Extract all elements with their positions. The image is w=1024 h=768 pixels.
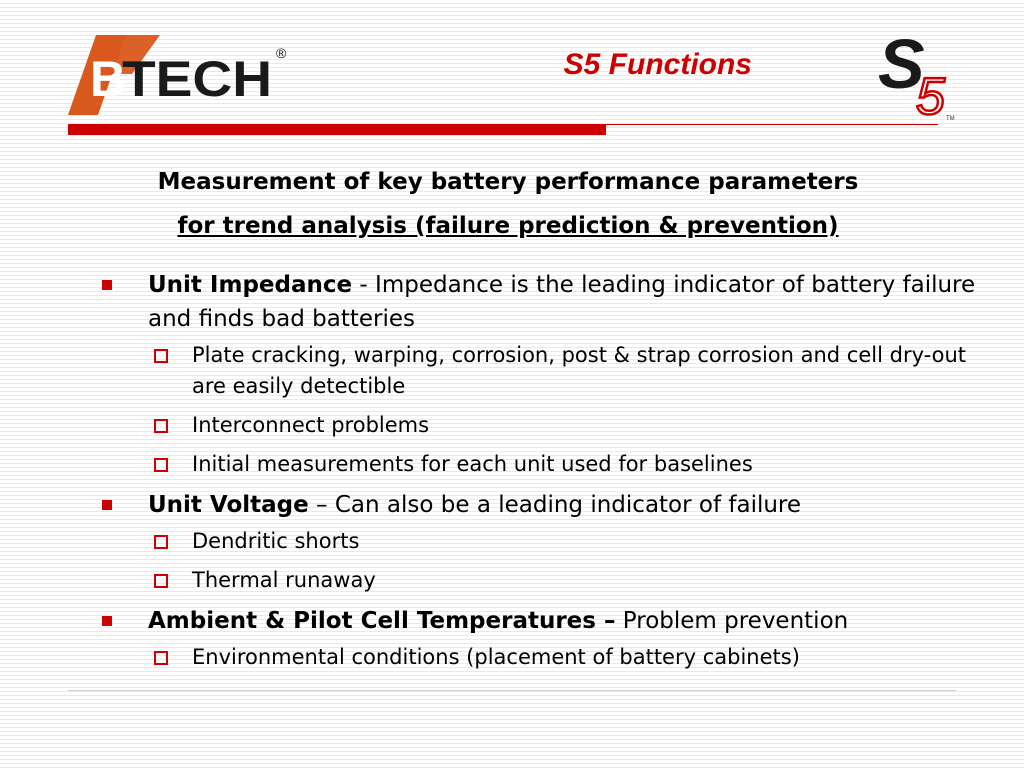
slide-title: S5 Functions [563,48,752,81]
sub-bullet-text: Plate cracking, warping, corrosion, post & strap corrosion and cell dry-out are easily detectible [192,343,966,398]
hollow-square-bullet-icon [154,349,168,363]
sub-bullet-list [148,642,976,673]
heading-line-2: for trend analysis (failure prediction & prevention) [177,213,839,239]
square-bullet-icon [102,280,112,290]
bullet-text: - Impedance is the leading indicator of battery failure and finds bad batteries [148,272,976,332]
sub-bullet-text: Dendritic shorts [192,529,360,553]
logo-s-letter: S [878,26,925,103]
sub-bullet-list [148,340,976,480]
logo-b-letter: B [90,51,127,107]
hollow-square-bullet-icon [154,458,168,472]
btech-logo [62,30,298,120]
hollow-square-bullet-icon [154,419,168,433]
slide-heading [60,160,956,248]
bullet-ambient-pilot-cell-temperatures [96,604,976,673]
sub-bullet-text: Environmental conditions (placement of battery cabinets) [192,645,800,669]
header-rule-thick [68,124,606,135]
sub-bullet-item [148,642,976,673]
s5-logo [876,26,966,122]
bullet-text: – Can also be a leading indicator of failure [308,492,802,518]
header-rule-thin [606,124,938,125]
hollow-square-bullet-icon [154,651,168,665]
sub-bullet-text: Thermal runaway [192,568,376,592]
sub-bullet-item [148,340,976,402]
bullet-text: Problem prevention [615,608,849,634]
bullet-lead: Unit Voltage [148,492,309,518]
bullet-lead: Unit Impedance [148,272,353,298]
bullet-lead: Ambient & Pilot Cell Temperatures – [148,608,616,634]
sub-bullet-text: Initial measurements for each unit used for baselines [192,452,753,476]
registered-mark: ® [276,45,287,61]
footer-rule [68,690,956,691]
square-bullet-icon [102,616,112,626]
logo-5-digit: 5 [916,68,945,122]
hollow-square-bullet-icon [154,574,168,588]
sub-bullet-item [148,565,976,596]
heading-line-1: Measurement of key battery performance parameters [157,169,859,195]
sub-bullet-item [148,526,976,557]
sub-bullet-item [148,410,976,441]
bullet-unit-impedance [96,268,976,480]
sub-bullet-list [148,526,976,596]
square-bullet-icon [102,500,112,510]
trademark-mark: TM [946,116,955,122]
sub-bullet-item [148,449,976,480]
bullet-unit-voltage [96,488,976,596]
sub-bullet-text: Interconnect problems [192,413,430,437]
logo-tech-text: TECH [122,51,272,107]
bullet-list [96,268,976,681]
hollow-square-bullet-icon [154,535,168,549]
